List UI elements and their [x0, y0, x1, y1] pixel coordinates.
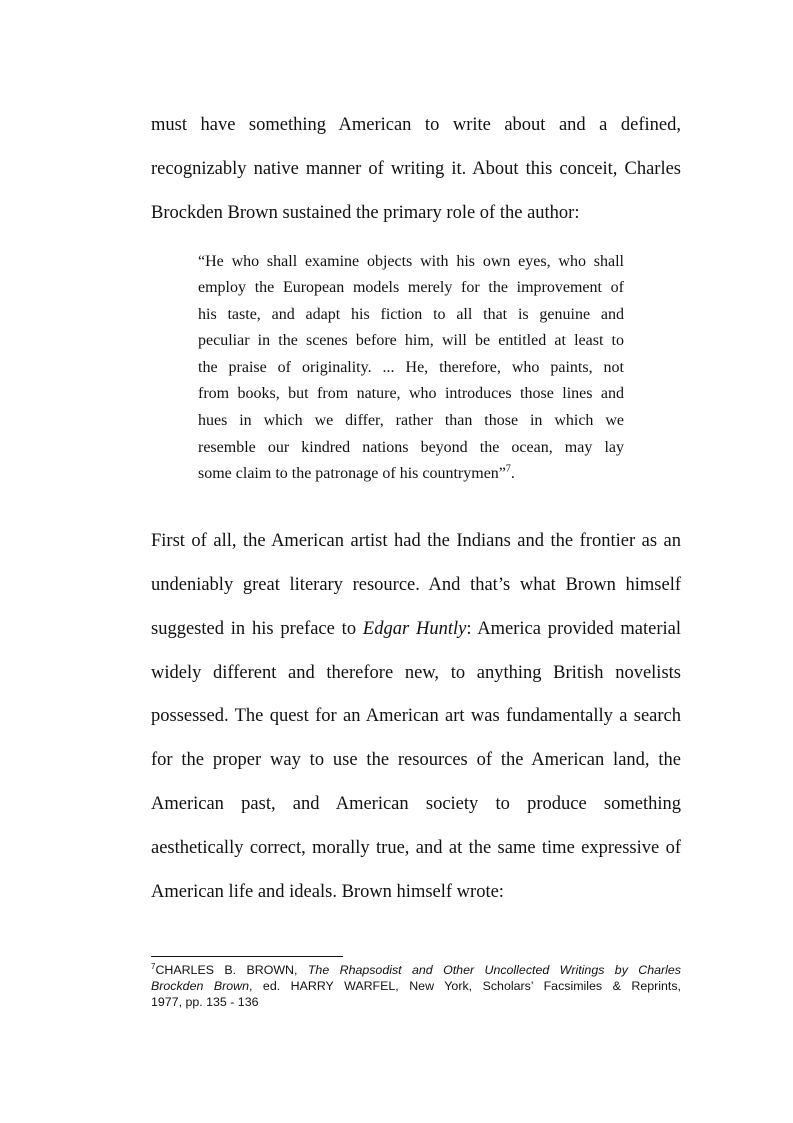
quote-line-5: the praise of originality. ... He, therefore, who paints, not [198, 359, 624, 376]
footnote-publication: , ed. HARRY WARFEL, New York, Scholars’ Facsimiles & Reprints, [248, 979, 681, 993]
paragraph-2-line-7: American past, and American society to produce something [151, 794, 681, 814]
paragraph-2-line-4: widely different and therefore new, to anything British novelists [151, 663, 681, 683]
footnote-title-part-2: Brockden Brown [151, 979, 249, 993]
footnote-number: 7 [151, 961, 156, 971]
quote-last-line-text: some claim to the patronage of his countrymen” [198, 465, 506, 482]
paragraph-2-line-3-after: : America provided material [466, 619, 682, 639]
quote-line-3: his taste, and adapt his fiction to all that is genuine and [198, 306, 624, 323]
footnote-line-2 [151, 979, 681, 994]
quote-line-2: employ the European models merely for the improvement of [198, 279, 624, 296]
paragraph-2-line-2: undeniably great literary resource. And that’s what Brown himself [151, 575, 681, 595]
footnote-line-3: 1977, pp. 135 - 136 [151, 995, 259, 1009]
quote-line-4: peculiar in the scenes before him, will be entitled at least to [198, 332, 624, 349]
book-title-edgar-huntly: Edgar Huntly [362, 619, 467, 639]
paragraph-2-line-3-before: suggested in his preface to [151, 619, 363, 639]
paragraph-2-line-8: aesthetically correct, morally true, and at the same time expressive of [151, 838, 681, 858]
footnote-line-1 [151, 963, 681, 978]
quote-line-8: resemble our kindred nations beyond the ocean, may lay [198, 439, 624, 456]
paragraph-2-line-3 [151, 618, 681, 640]
footnote-title-part-1: The Rhapsodist and Other Uncollected Writings by Charles [307, 963, 682, 977]
footnote-separator [151, 956, 343, 957]
quote-line-1: “He who shall examine objects with his own eyes, who shall [198, 253, 624, 270]
paragraph-2-line-5: possessed. The quest for an American art was fundamentally a search [151, 706, 681, 726]
paragraph-1-line-2: recognizably native manner of writing it. About this conceit, Charles [151, 159, 681, 179]
quote-line-6: from books, but from nature, who introduces those lines and [198, 385, 624, 402]
quote-line-9 [198, 464, 624, 484]
paragraph-2-line-1: First of all, the American artist had the Indians and the frontier as an [151, 531, 681, 551]
quote-line-7: hues in which we differ, rather than those in which we [198, 412, 624, 429]
paragraph-1-line-3: Brockden Brown sustained the primary role of the author: [151, 203, 580, 223]
quote-last-line-end: . [510, 465, 515, 482]
footnote-reference: 7 [505, 463, 511, 475]
paragraph-1-line-1: must have something American to write about and a defined, [151, 115, 681, 135]
footnote-author: CHARLES B. BROWN, [155, 963, 308, 977]
paragraph-2-line-9: American life and ideals. Brown himself wrote: [151, 882, 504, 902]
paragraph-2-line-6: for the proper way to use the resources of the American land, the [151, 750, 681, 770]
